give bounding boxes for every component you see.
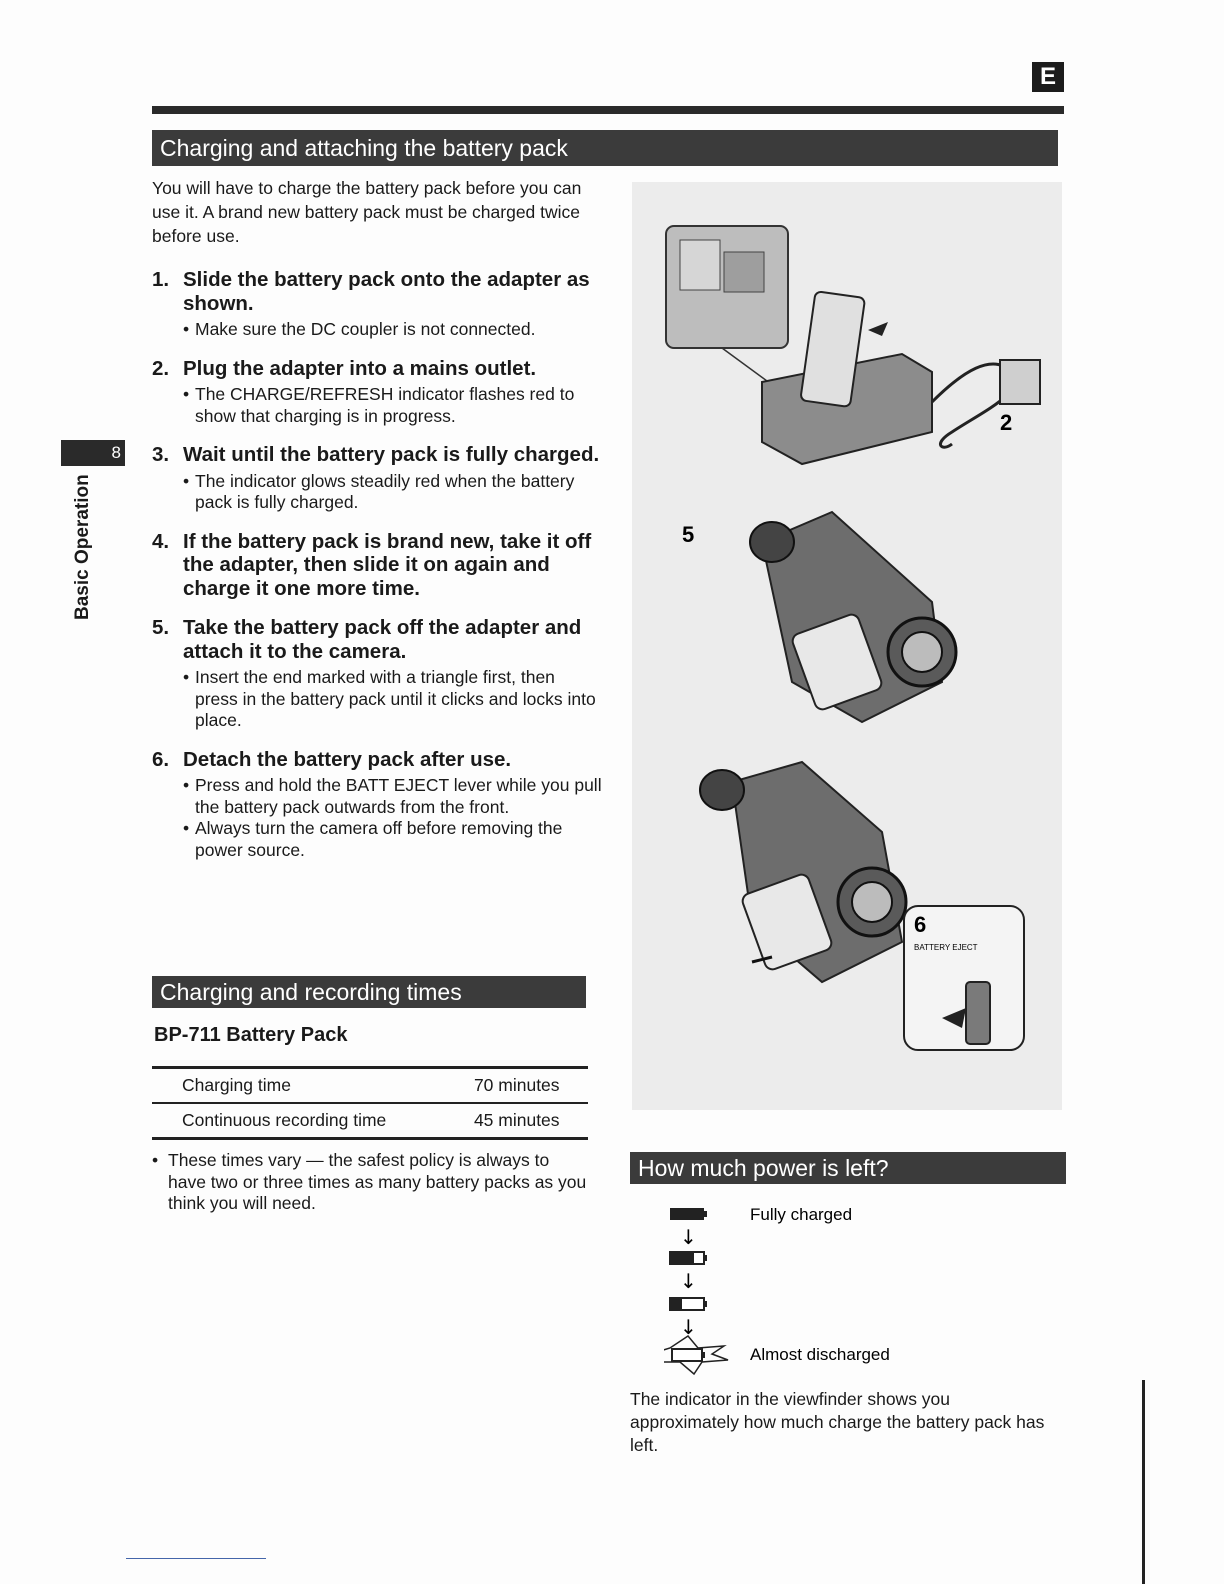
step-title: If the battery pack is brand new, take it off the adapter, then slide it on again and charge it one more time. [183,529,592,600]
step-notes [183,319,602,341]
battery-pack-name: BP-711 Battery Pack [154,1024,348,1046]
battery-two-thirds-icon [670,1252,707,1264]
battery-one-third-icon [670,1298,707,1310]
step-number: 4. [152,529,170,553]
step-note: • Make sure the DC coupler is not connected. [183,319,602,341]
charging-intro: You will have to charge the battery pack before you can use it. A brand new battery pack must be charged twice before use. [152,178,582,246]
power-section-header: How much power is left? [630,1152,1066,1184]
step-number: 5. [152,616,170,639]
fully-charged-label: Fully charged [750,1205,853,1224]
step-notes [183,471,602,514]
times-section-header: Charging and recording times [152,976,586,1008]
charging-time-label: Charging time [182,1075,291,1095]
step-note: • The indicator glows steadily red when the battery pack is fully charged. [183,471,602,514]
battery-illustration [632,182,1062,1110]
step-item [152,616,602,732]
arrow-down-icon: ↓ [680,1269,697,1293]
side-tab-number: 8 [61,440,125,466]
battery-level-svg [664,1200,1064,1380]
step-item [152,530,602,601]
arrow-down-icon: ↓ [680,1315,697,1339]
step-number: 2. [152,356,170,380]
step-title: Wait until the battery pack is fully charged. [183,443,600,466]
step-note: • Always turn the camera off before removing the power source. [183,818,602,861]
battery-empty-flashing-icon [664,1336,728,1374]
step-note: • Insert the end marked with a triangle first, then press in the battery pack until it clicks and locks into place. [183,667,602,732]
step-notes [183,775,602,861]
label-step-2: 2 [1000,410,1013,435]
illustration-svg [632,182,1062,1110]
step-note: • Press and hold the BATT EJECT lever while you pull the battery pack outwards from the front. [183,775,602,818]
charging-section-header: Charging and attaching the battery pack [152,130,1058,166]
times-note: • These times vary — the safest policy is always to have two or three times as many battery packs as you think you will need. [152,1150,592,1215]
step-title: Take the battery pack off the adapter and attach it to the camera. [183,616,582,663]
step-number: 1. [152,268,170,291]
steps-list [152,268,602,877]
power-description: The indicator in the viewfinder shows you approximately how much charge the battery pack has left. [630,1389,1045,1455]
almost-discharged-label: Almost discharged [750,1345,890,1364]
recording-time-value: 45 minutes [473,1110,560,1130]
label-step-6: 6 [914,912,927,937]
wall-outlet [1000,360,1040,404]
charging-time-value: 70 minutes [473,1075,560,1095]
label-step-5: 5 [682,522,695,547]
language-badge: E [1032,62,1064,92]
battery-level-legend [664,1200,1064,1380]
table-row [152,1103,588,1139]
step-number: 6. [152,747,170,771]
step-title: Slide the battery pack onto the adapter as shown. [183,268,590,315]
arrow-down-icon: ↓ [680,1225,697,1249]
recording-time-label: Continuous recording time [182,1110,387,1130]
bottom-link-rule [126,1558,266,1559]
table-row [152,1068,588,1104]
step-item [152,357,602,428]
right-edge-rule [1142,1380,1145,1584]
label-batt-eject: BATTERY EJECT [914,943,978,952]
step-item [152,443,602,514]
top-rule [152,106,1064,114]
step-notes [183,384,602,427]
battery-full-icon [670,1208,707,1220]
step-item [152,268,602,341]
step-title: Plug the adapter into a mains outlet. [183,356,537,380]
side-tab-label: Basic Operation [72,474,93,620]
step-note: • The CHARGE/REFRESH indicator flashes red to show that charging is in progress. [183,384,602,427]
step-item [152,748,602,862]
step-notes [183,667,602,732]
times-table [152,1066,588,1140]
step-title: Detach the battery pack after use. [183,747,512,771]
step-number: 3. [152,443,170,466]
